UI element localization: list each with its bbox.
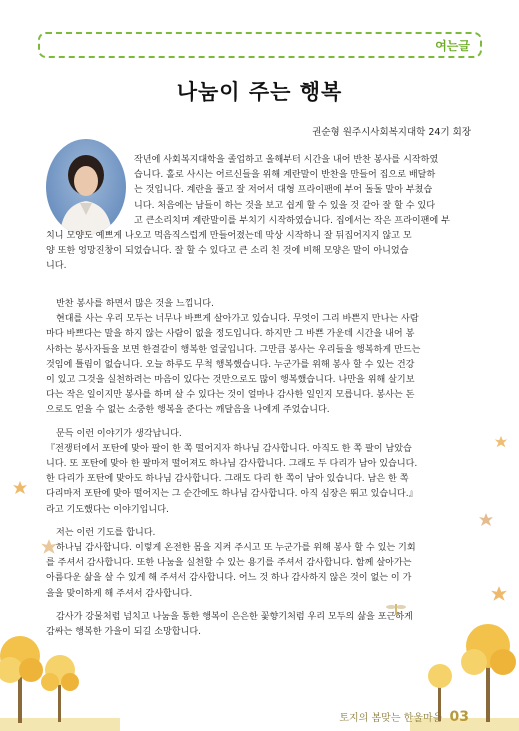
text-line: 다리마저 포탄에 맞아 떨어지는 그 순간에도 하나님 감사합니다. 아직 심장은 뛰고 있습니다.』 — [46, 489, 418, 500]
text-line: 문득 이런 이야기가 생각납니다. — [56, 428, 182, 439]
maple-leaf-icon — [12, 480, 28, 496]
text-line: 니다. — [46, 261, 67, 272]
text-line: 라고 기도했다는 이야기입니다. — [46, 504, 169, 515]
text-line: 고 큰소리치며 계란말이를 부치기 시작하였습니다. 집에서는 작은 프라이팬에 부 — [134, 215, 450, 226]
text-line: 양 또한 엉망진창이 되었습니다. 잘 할 수 있다고 큰 소리 친 것에 비해 모양은 말이 아니었습 — [46, 246, 409, 257]
text-line: 마다 바쁘다는 말을 하지 않는 사람이 없을 정도입니다. 하지만 그 바쁜 가운데 시간을 내어 봉 — [46, 329, 415, 340]
text-line: 저는 이런 기도를 합니다. — [56, 527, 156, 538]
magazine-name: 토지의 봄맞는 한울마을 — [339, 713, 443, 724]
text-line: 사하는 봉사자들을 보면 한결같이 행복한 얼굴입니다. 그만큼 봉사는 우리들을 행복하게 만드는 — [46, 344, 421, 355]
page-number: 03 — [449, 709, 469, 725]
text-line: 감사가 강물처럼 넘치고 나눔을 통한 행복이 은은한 꽃향기처럼 우리 모두의 삶을 포근하게 — [56, 611, 413, 622]
page-footer — [339, 709, 469, 725]
text-line: 감싸는 행복한 가을이 되길 소망합니다. — [46, 627, 202, 638]
text-line: 하나님 감사합니다. 이렇게 온전한 몸을 지켜 주시고 또 누군가를 위해 봉사 할 수 있는 기회 — [56, 543, 416, 554]
text-line: 현대를 사는 우리 모두는 너무나 바쁘게 살아가고 있습니다. 무엇이 그리 바쁜지 만나는 사람 — [56, 314, 419, 325]
text-line: 작년에 사회복지대학을 졸업하고 올해부터 시간을 내어 반찬 봉사를 시작하였 — [134, 155, 439, 165]
text-line: 을을 맞이하게 해 주셔서 감사합니다. — [46, 588, 193, 599]
author-byline: 권순형 원주시사회복지대학 24기 회장 — [312, 127, 471, 138]
text-line: 니다. 또 포탄에 맞아 한 팔마저 떨어져도 하나님 감사합니다. 그래도 두 다리가 남아 있습니다. — [46, 459, 418, 470]
text-line: 습니다. 홀로 사시는 어르신들을 위해 계란말이 반찬을 만들어 집으로 배달하 — [134, 170, 436, 181]
text-line: 이 있고 그것을 실천하려는 마음이 있다는 것만으로도 많이 행복했습니다. 나만을 위해 살기보 — [46, 375, 415, 386]
section-label: 여는글 — [435, 39, 470, 53]
dragonfly-icon — [386, 602, 406, 616]
text-line: 치니 모양도 예쁘게 나오고 먹음직스럽게 만들어졌는데 막상 시작하니 잘 뒤집어지지 않고 모 — [46, 231, 412, 241]
section-header-box — [38, 32, 482, 58]
text-line: 다는 작은 일이지만 봉사를 하며 살 수 있다는 것이 얼마나 감사한 일인지 모릅니다. 봉사는 돈 — [46, 390, 415, 401]
text-line: 니다. 처음에는 남들이 하는 것을 보고 쉽게 할 수 있을 것 같아 잘 할 수 있다 — [134, 200, 436, 211]
intro-paragraph-continued — [46, 229, 476, 275]
text-line: 는 것입니다. 계란을 풀고 잘 저어서 대형 프라이팬에 부어 돌돌 말아 부쳤습 — [134, 185, 433, 196]
autumn-trees-left-icon — [0, 598, 120, 731]
text-line: 를 주셔서 감사합니다. 또한 나눔을 실천할 수 있는 용기를 주셔서 감사합니다. 함께 살아가는 — [46, 558, 412, 569]
text-line: 『전쟁터에서 포탄에 맞아 팔이 한 쪽 떨어지자 하나님 감사합니다. 아직도 한 쪽 팔이 남았습 — [46, 443, 412, 454]
text-line: 으로도 얻을 수 없는 소중한 행복을 준다는 깨달음을 나에게 주었습니다. — [46, 405, 330, 416]
portrait-image — [46, 139, 126, 235]
text-line: 한 다리가 포탄에 맞아도 하나님 감사합니다. 그래도 다리 한 쪽이 남아 있습니다. 남은 한 쪽 — [46, 474, 409, 485]
page-title: 나눔이 주는 행복 — [176, 80, 343, 104]
text-line: 반찬 봉사를 하면서 많은 것을 느낍니다. — [56, 299, 214, 309]
maple-leaf-icon — [478, 512, 494, 528]
maple-leaf-icon — [494, 435, 508, 449]
intro-paragraph — [134, 153, 476, 229]
text-line: 것임에 틀림이 없습니다. 오늘 하루도 무척 행복했습니다. 누군가를 위해 봉사 할 수 있는 건강 — [46, 359, 415, 370]
author-photo — [46, 139, 126, 235]
maple-leaf-icon — [40, 538, 58, 556]
paragraph-service — [46, 297, 476, 419]
paragraph-story — [46, 427, 476, 518]
text-line: 아름다운 삶을 살 수 있게 해 주셔서 감사합니다. 어느 것 하나 감사하지 않은 것이 없는 이 가 — [46, 573, 412, 584]
